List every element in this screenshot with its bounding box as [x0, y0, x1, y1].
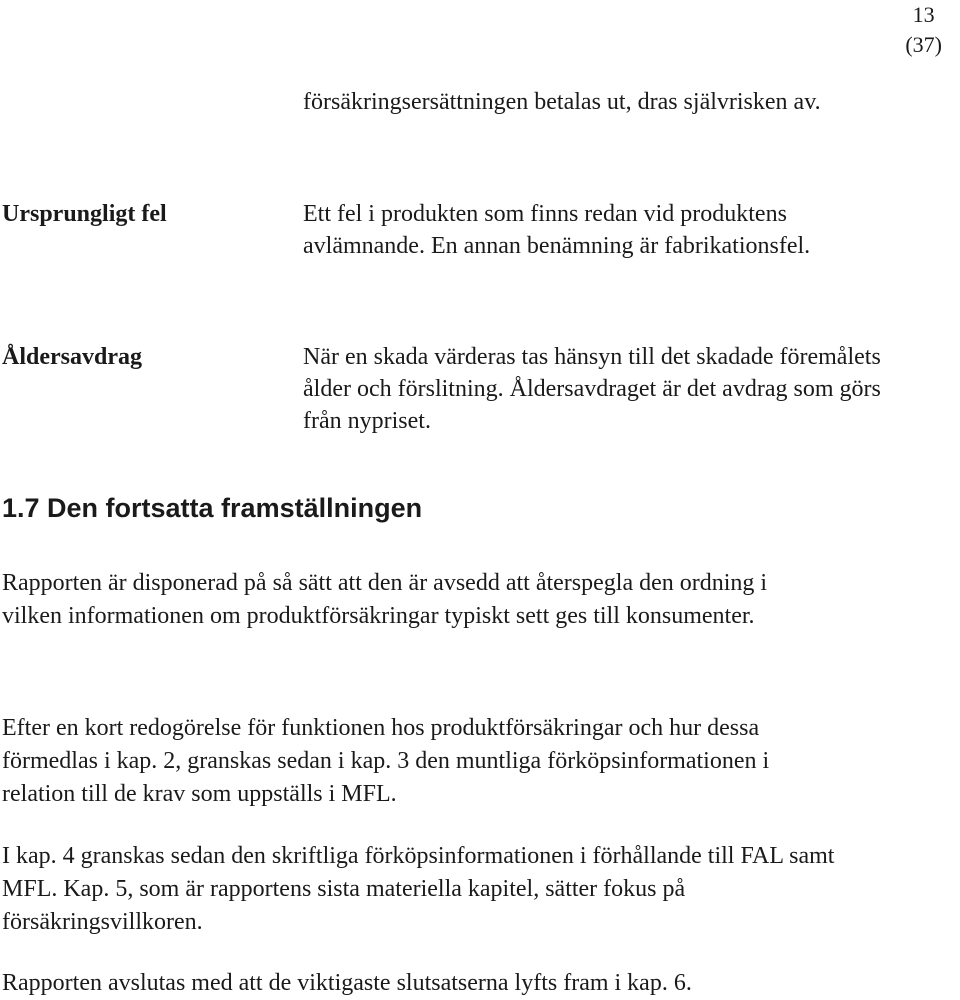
definition-continued-text: försäkringsersättningen betalas ut, dras självrisken av. — [303, 89, 821, 115]
page-number — [905, 0, 942, 60]
definition-term-ursprungligt-fel: Ursprungligt fel — [2, 201, 167, 227]
page-number-total: (37) — [905, 32, 942, 57]
section-heading: 1.7 Den fortsatta framställningen — [2, 493, 423, 523]
paragraph-1: Rapporten är disponerad på så sätt att den är avsedd att återspegla den ordning i vilken informationen om produktförsäkringar typiskt sett ges till konsumenter. — [2, 570, 768, 629]
paragraph-2: Efter en kort redogörelse för funktionen hos produktförsäkringar och hur dessa förmedlas i kap. 2, granskas sedan i kap. 3 den muntliga förköpsinformationen i relation till de krav som uppställs i MFL. — [2, 715, 770, 807]
paragraph-4: Rapporten avslutas med att de viktigaste slutsatserna lyfts fram i kap. 6. — [2, 970, 692, 996]
definition-text-ursprungligt-fel: Ett fel i produkten som finns redan vid produktens avlämnande. En annan benämning är fabrikationsfel. — [303, 201, 811, 259]
page-number-current: 13 — [912, 2, 935, 27]
paragraph-3: I kap. 4 granskas sedan den skriftliga förköpsinformationen i förhållande till FAL samt MFL. Kap. 5, som är rapportens sista materiella kapitel, sätter fokus på försäkringsvillkoren. — [2, 843, 835, 935]
definition-term-aldersavdrag: Åldersavdrag — [2, 344, 142, 370]
definition-text-aldersavdrag: När en skada värderas tas hänsyn till det skadade föremålets ålder och förslitning. Åldersavdraget är det avdrag som görs från nypriset. — [303, 344, 881, 434]
